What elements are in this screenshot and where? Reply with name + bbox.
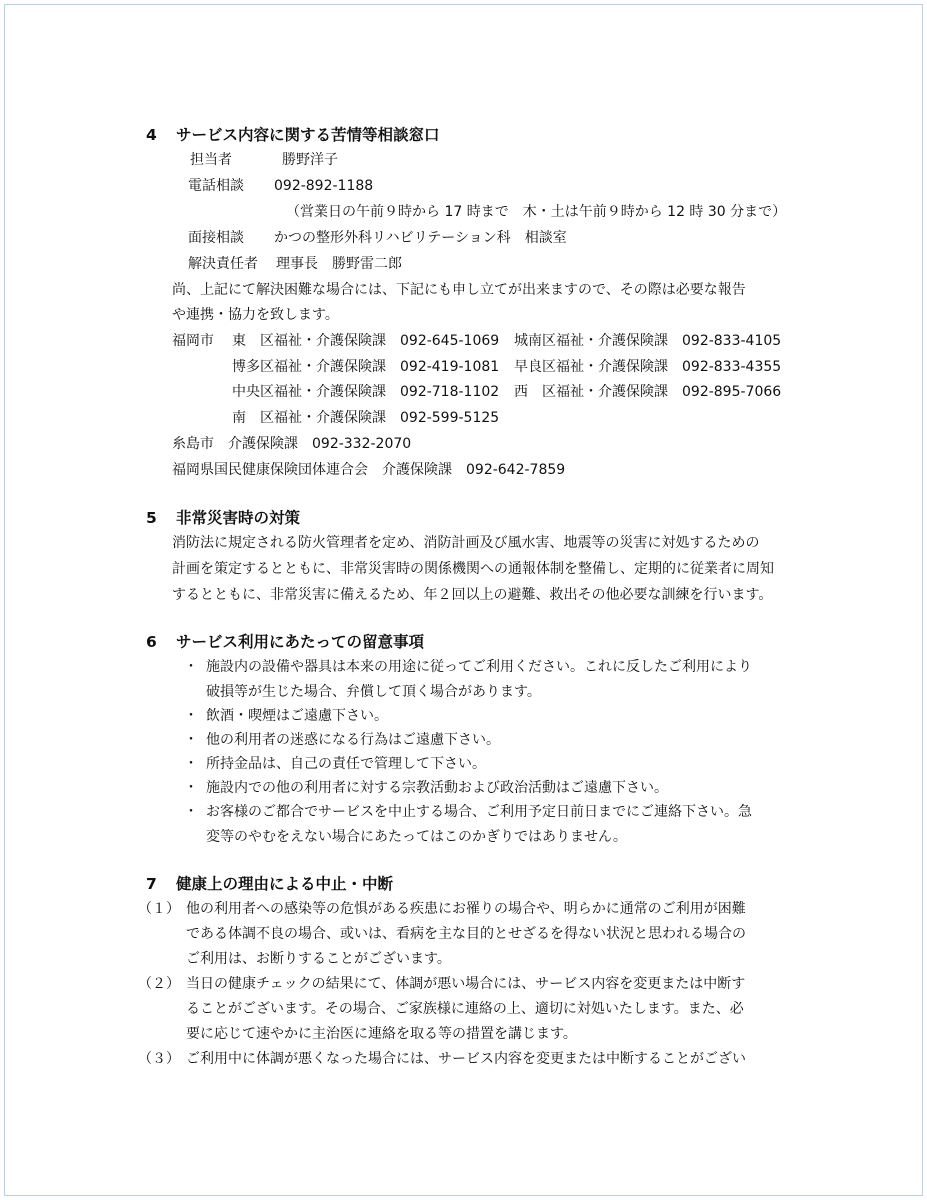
item-line: である体調不良の場合、或いは、看病を主な目的とせざるを得ない状況と思われる場合の	[186, 926, 746, 942]
section7-number: 7	[146, 875, 157, 893]
item-line: ご利用中に体調が悪くなった場合には、サービス内容を変更または中断することがござい	[186, 1051, 746, 1067]
contact-entry: 中央区福祉・介護保険課 092-718-1102	[232, 384, 500, 400]
bullet: ・	[184, 732, 198, 748]
item-line: 要に応じて速やかに主治医に連絡を取る等の措置を講じます。	[186, 1026, 577, 1042]
business-hours: （営業日の午前９時から 17 時まで 木・土は午前９時から 12 時 30 分まで）	[286, 204, 787, 220]
contact-entry: 城南区福祉・介護保険課 092-833-4105	[514, 333, 782, 349]
section6-heading: サービス利用にあたっての留意事項	[176, 633, 425, 651]
contact-entry: 博多区福祉・介護保険課 092-419-1081	[232, 359, 500, 375]
list-item: 施設内の設備や器具は本来の用途に従ってご利用ください。これに反したご利用により	[206, 659, 752, 675]
list-item: お客様のご都合でサービスを中止する場合、ご利用予定日前日までにご連絡下さい。急	[206, 804, 752, 820]
item-line: 他の利用者への感染等の危惧がある疾患にお罹りの場合や、明らかに通常のご利用が困難	[186, 901, 746, 917]
list-item: 飲酒・喫煙はご遠慮下さい。	[206, 708, 388, 724]
fukuoka-label: 福岡市	[172, 333, 214, 349]
bullet: ・	[184, 780, 198, 796]
section5-line: するとともに、非常災害に備えるため、年２回以上の避難、救出その他必要な訓練を行います。	[172, 587, 773, 603]
mensetsu-place: かつの整形外科リハビリテーション科 相談室	[274, 230, 567, 246]
bullet: ・	[184, 804, 198, 820]
item-number: （３）	[138, 1051, 180, 1067]
tanto-name: 勝野洋子	[282, 152, 338, 168]
section4-heading: サービス内容に関する苦情等相談窓口	[176, 126, 440, 144]
section5-line: 消防法に規定される防火管理者を定め、消防計画及び風水害、地震等の災害に対処するための	[172, 535, 760, 551]
list-item: 施設内での他の利用者に対する宗教活動および政治活動はご遠慮下さい。	[206, 780, 668, 796]
section5-number: 5	[146, 509, 157, 527]
bullet: ・	[184, 659, 198, 675]
contact-entry: 早良区福祉・介護保険課 092-833-4355	[514, 359, 782, 375]
denwa-label: 電話相談	[188, 178, 244, 194]
section7-heading: 健康上の理由による中止・中断	[176, 875, 394, 893]
section5-line: 計画を策定するとともに、非常災害時の関係機関への通報体制を整備し、定期的に従業者に周知	[172, 561, 774, 577]
note-line: 尚、上記にて解決困難な場合には、下記にも申し立てが出来ますので、その際は必要な報告	[172, 282, 746, 298]
section4-number: 4	[146, 126, 157, 144]
list-item: 変等のやむをえない場合にあたってはこのかぎりではありません。	[206, 829, 627, 845]
item-number: （２）	[138, 976, 180, 992]
bullet: ・	[184, 756, 198, 772]
kaiketsu-label: 解決責任者	[188, 256, 258, 272]
contact-entry: 西 区福祉・介護保険課 092-895-7066	[514, 384, 782, 400]
kokuho-contact: 福岡県国民健康保険団体連合会 介護保険課 092-642-7859	[172, 462, 566, 478]
kaiketsu-name: 理事長 勝野雷二郎	[276, 256, 402, 272]
list-item: 所持金品は、自己の責任で管理して下さい。	[206, 756, 486, 772]
contact-entry: 南 区福祉・介護保険課 092-599-5125	[232, 410, 500, 426]
item-line: ご利用は、お断りすることがございます。	[186, 951, 451, 967]
item-line: 当日の健康チェックの結果にて、体調が悪い場合には、サービス内容を変更または中断す	[186, 976, 746, 992]
contact-entry: 東 区福祉・介護保険課 092-645-1069	[232, 333, 500, 349]
item-line: ることがございます。その場合、ご家族様に連絡の上、適切に対処いたします。また、必	[186, 1001, 744, 1017]
note-line: や連携・協力を致します。	[172, 307, 339, 323]
section5-heading: 非常災害時の対策	[176, 509, 301, 527]
denwa-number: 092-892-1188	[274, 178, 374, 194]
tanto-label: 担当者	[190, 152, 232, 168]
itoshima-contact: 糸島市 介護保険課 092-332-2070	[172, 436, 412, 452]
list-item: 破損等が生じた場合、弁償して頂く場合があります。	[206, 684, 541, 700]
section6-number: 6	[146, 633, 157, 651]
item-number: （１）	[138, 901, 180, 917]
mensetsu-label: 面接相談	[188, 230, 244, 246]
bullet: ・	[184, 708, 198, 724]
list-item: 他の利用者の迷惑になる行為はご遠慮下さい。	[206, 732, 500, 748]
